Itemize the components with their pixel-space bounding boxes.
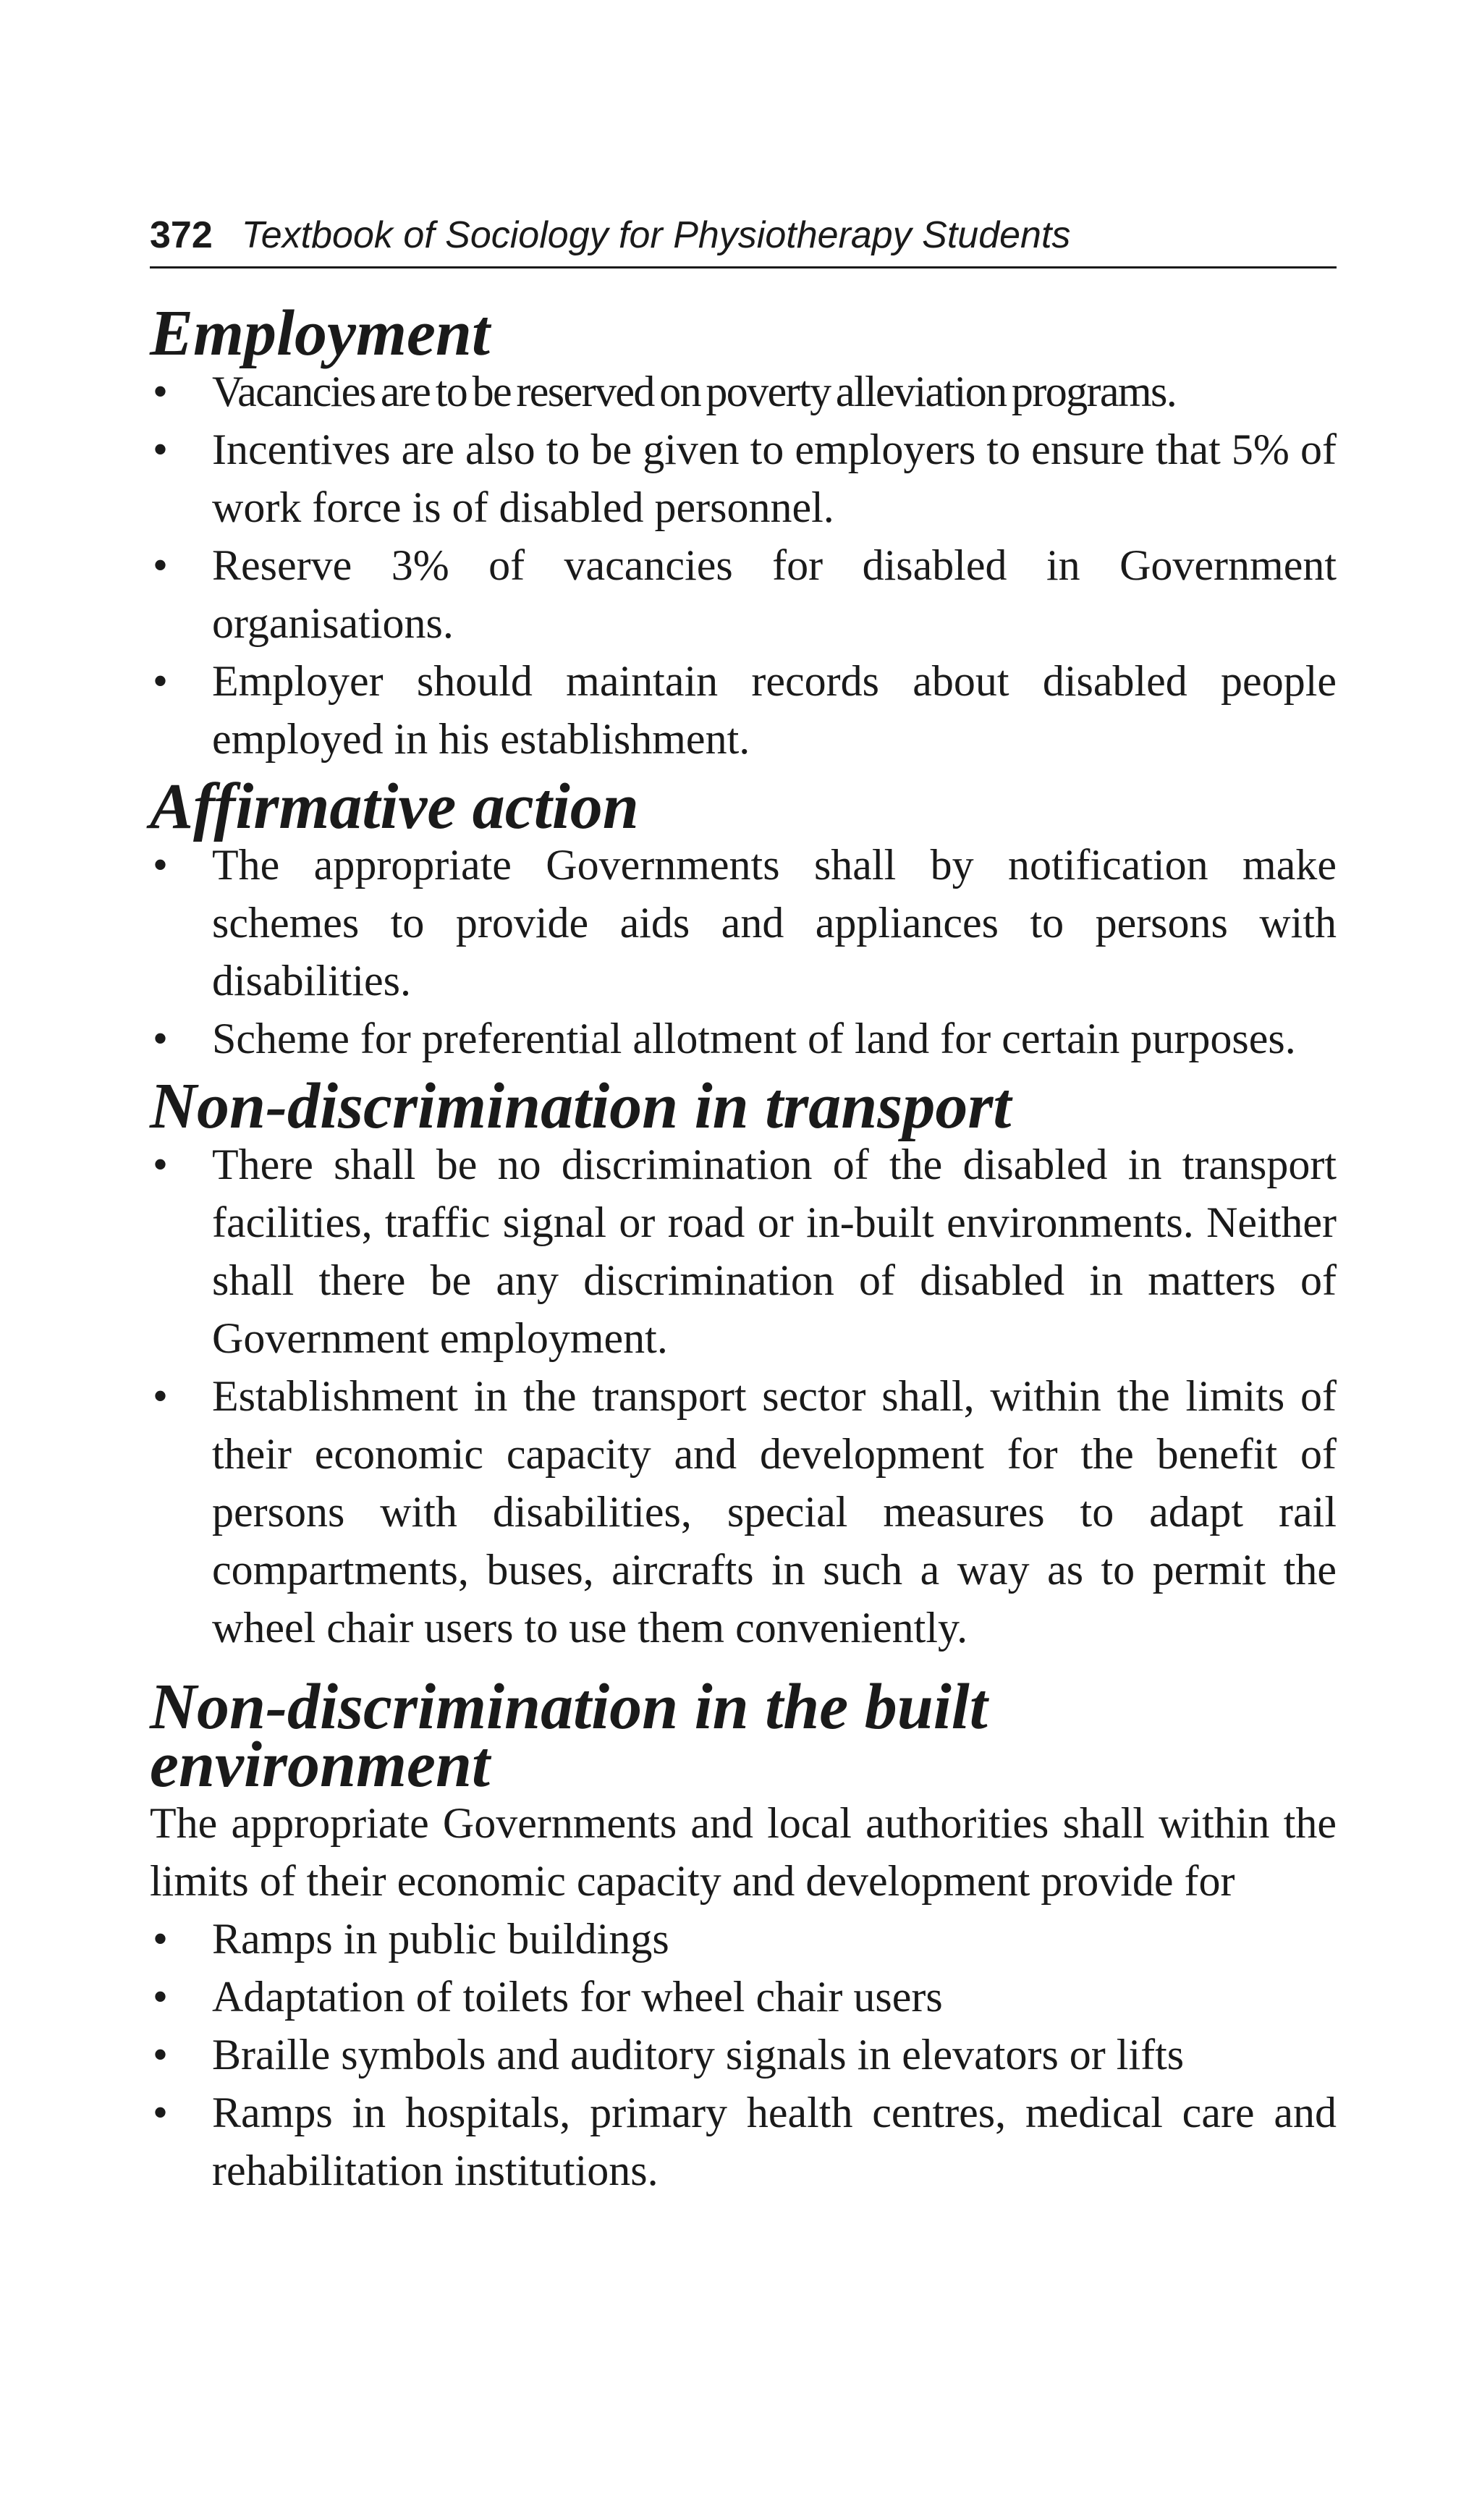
bullet-list (150, 1910, 1337, 2199)
bullet-list (150, 1136, 1337, 1657)
list-item: • Reserve 3% of vacancies for disabled in Government organisations. (150, 536, 1337, 652)
list-item: • Adaptation of toilets for wheel chair users (150, 1968, 1337, 2026)
list-item: • There shall be no discrimination of the disabled in transport facilities, traffic signal or road or in-built environments. Neither shall there be any discrimination of disabled in matters of Government employment. (150, 1136, 1337, 1367)
bullet-icon: • (153, 425, 169, 473)
list-item: • Ramps in hospitals, primary health centres, medical care and rehabilitation institutions. (150, 2084, 1337, 2199)
bullet-icon: • (153, 541, 169, 589)
list-item: • Employer should maintain records about disabled people employed in his establishment. (150, 652, 1337, 768)
list-item: • Establishment in the transport sector shall, within the limits of their economic capacity and development for the benefit of persons with disabilities, special measures to adapt rail compartments, buses, aircrafts in such a way as to permit the wheel chair users to use them conveniently. (150, 1367, 1337, 1657)
list-item: • Braille symbols and auditory signals in elevators or lifts (150, 2026, 1337, 2084)
page-number: 372 (150, 214, 213, 256)
bullet-icon: • (153, 2088, 169, 2136)
section-non-discrimination-transport (150, 1070, 1337, 1657)
book-title: Textbook of Sociology for Physiotherapy Students (241, 214, 1071, 256)
section-employment (150, 297, 1337, 768)
section-non-discrimination-built-environment (150, 1670, 1337, 2199)
bullet-icon: • (153, 1972, 169, 2021)
section-intro: The appropriate Governments and local authorities shall within the limits of their economic capacity and development provide for (150, 1798, 1337, 1905)
list-item: • Ramps in public buildings (150, 1910, 1337, 1968)
bullet-list (150, 836, 1337, 1067)
list-item: • Vacancies are to be reserved on poverty alleviation programs. (150, 363, 1337, 420)
page-content (150, 297, 1337, 2199)
section-heading: Non-discrimination in the built environment (150, 1670, 988, 1801)
section-heading: Non-discrimination in transport (150, 1070, 1012, 1142)
running-head (150, 214, 1337, 269)
bullet-icon: • (153, 2030, 169, 2079)
list-item: • Scheme for preferential allotment of land for certain purposes. (150, 1010, 1337, 1067)
section-heading: Affirmative action (150, 770, 639, 842)
bullet-icon: • (153, 367, 167, 415)
book-page (150, 214, 1337, 2199)
bullet-icon: • (153, 1914, 169, 1963)
list-item: • The appropriate Governments shall by notification make schemes to provide aids and appliances to persons with disabilities. (150, 836, 1337, 1010)
bullet-list (150, 363, 1337, 768)
bullet-icon: • (153, 840, 169, 889)
section-affirmative-action (150, 770, 1337, 1067)
bullet-icon: • (153, 1014, 169, 1062)
bullet-icon: • (153, 1140, 169, 1188)
section-heading: Employment (150, 297, 490, 369)
bullet-icon: • (153, 1371, 169, 1420)
list-item: • Incentives are also to be given to employers to ensure that 5% of work force is of disabled personnel. (150, 420, 1337, 536)
bullet-icon: • (153, 656, 169, 705)
